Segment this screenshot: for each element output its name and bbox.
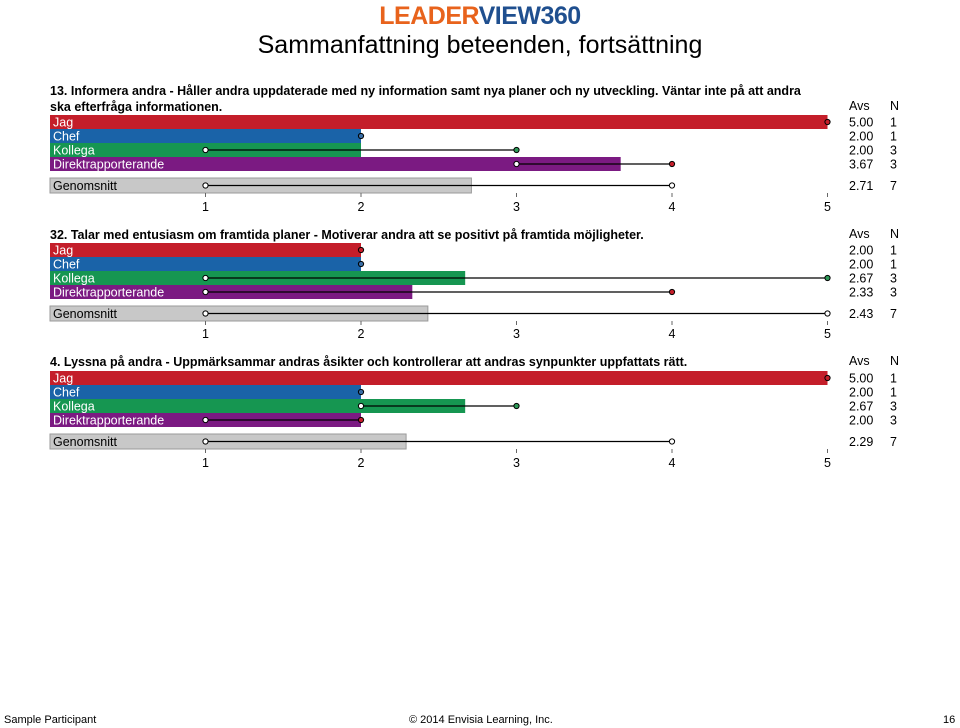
page-title: Sammanfattning beteenden, fortsättning — [257, 31, 703, 59]
bar-chef — [50, 385, 361, 399]
avs-value-chef: 2.00 — [849, 385, 874, 400]
tick-label: 5 — [824, 327, 831, 341]
n-value-chef: 1 — [890, 129, 897, 144]
n-value-direktrapporterande: 3 — [890, 157, 897, 172]
avs-value-direktrapporterande: 3.67 — [849, 157, 874, 172]
n-header: N — [890, 354, 900, 368]
avs-value-genomsnitt: 2.43 — [849, 307, 874, 321]
n-value-jag: 1 — [890, 115, 897, 130]
row-label-direktrapporterande: Direktrapporterande — [53, 285, 165, 300]
n-value-chef: 1 — [890, 257, 897, 272]
row-label-kollega: Kollega — [53, 143, 95, 158]
avs-value-jag: 2.00 — [849, 243, 874, 258]
row-label-jag: Jag — [53, 243, 74, 258]
avs-value-direktrapporterande: 2.33 — [849, 285, 874, 300]
copyright-text: © 2014 Envisia Learning, Inc. — [409, 714, 553, 726]
question-title: 4. Lyssna på andra - Uppmärksammar andras åsikter och kontrollerar att andras synpunkter uppfattats rätt. — [50, 355, 688, 369]
n-value-chef: 1 — [890, 385, 897, 400]
row-label-chef: Chef — [53, 257, 80, 272]
avs-header: Avs — [849, 354, 870, 368]
range-point-chef — [358, 389, 363, 394]
n-value-kollega: 3 — [890, 143, 897, 158]
avs-value-jag: 5.00 — [849, 371, 874, 386]
tick-label: 5 — [824, 456, 831, 470]
row-label-genomsnitt: Genomsnitt — [53, 307, 117, 321]
n-header: N — [890, 99, 900, 113]
range-point-kollega — [358, 403, 363, 408]
tick-label: 4 — [668, 327, 676, 341]
tick-label: 2 — [357, 327, 365, 341]
range-point-direktrapporterande — [203, 417, 208, 422]
tick-label: 3 — [513, 200, 520, 214]
n-value-genomsnitt: 7 — [890, 307, 897, 321]
tick-label: 5 — [824, 200, 831, 214]
tick-label: 4 — [668, 200, 676, 214]
avs-value-genomsnitt: 2.71 — [849, 179, 874, 193]
avs-header: Avs — [849, 99, 870, 113]
n-value-genomsnitt: 7 — [890, 435, 897, 449]
avs-value-kollega: 2.67 — [849, 399, 874, 414]
tick-label: 3 — [513, 456, 520, 470]
avs-value-kollega: 2.00 — [849, 143, 874, 158]
tick-label: 2 — [357, 200, 365, 214]
avs-value-jag: 5.00 — [849, 115, 874, 130]
row-label-kollega: Kollega — [53, 399, 95, 414]
n-value-jag: 1 — [890, 243, 897, 258]
n-value-genomsnitt: 7 — [890, 179, 897, 193]
range-point-genomsnitt — [203, 439, 208, 444]
row-label-chef: Chef — [53, 385, 80, 400]
row-label-jag: Jag — [53, 115, 74, 130]
tick-label: 2 — [357, 456, 365, 470]
avs-value-chef: 2.00 — [849, 257, 874, 272]
tick-label: 3 — [513, 327, 520, 341]
row-label-direktrapporterande: Direktrapporterande — [53, 413, 165, 428]
avs-value-direktrapporterande: 2.00 — [849, 413, 874, 428]
avs-value-kollega: 2.67 — [849, 271, 874, 286]
brand-part-1: LEADER — [379, 2, 479, 30]
brand-part-2: VIEW360 — [478, 2, 581, 30]
tick-label: 1 — [202, 200, 209, 214]
row-label-jag: Jag — [53, 371, 74, 386]
tick-label: 4 — [668, 456, 676, 470]
tick-label: 1 — [202, 327, 209, 341]
range-point-genomsnitt — [669, 439, 674, 444]
avs-value-chef: 2.00 — [849, 129, 874, 144]
range-point-kollega — [514, 403, 519, 408]
n-value-direktrapporterande: 3 — [890, 413, 897, 428]
range-point-jag — [825, 375, 830, 380]
row-label-kollega: Kollega — [53, 271, 95, 286]
question-title: 13. Informera andra - Håller andra uppdaterade med ny information samt nya planer och ny utveckling. Väntar inte på att andra ska efterfråga informationen. — [50, 84, 801, 114]
n-header: N — [890, 227, 900, 241]
row-label-chef: Chef — [53, 129, 80, 144]
avs-header: Avs — [849, 227, 870, 241]
n-value-direktrapporterande: 3 — [890, 285, 897, 300]
tick-label: 1 — [202, 456, 209, 470]
n-value-kollega: 3 — [890, 271, 897, 286]
n-value-kollega: 3 — [890, 399, 897, 414]
row-label-genomsnitt: Genomsnitt — [53, 435, 117, 449]
question-title: 32. Talar med entusiasm om framtida planer - Motiverar andra att se positivt på framtida möjligheter. — [50, 228, 644, 242]
n-value-jag: 1 — [890, 371, 897, 386]
page-number: 16 — [943, 714, 956, 726]
row-label-direktrapporterande: Direktrapporterande — [53, 157, 165, 172]
range-point-direktrapporterande — [358, 417, 363, 422]
avs-value-genomsnitt: 2.29 — [849, 435, 874, 449]
row-label-genomsnitt: Genomsnitt — [53, 179, 117, 193]
participant-name: Sample Participant — [4, 714, 97, 726]
bar-jag — [50, 371, 828, 385]
